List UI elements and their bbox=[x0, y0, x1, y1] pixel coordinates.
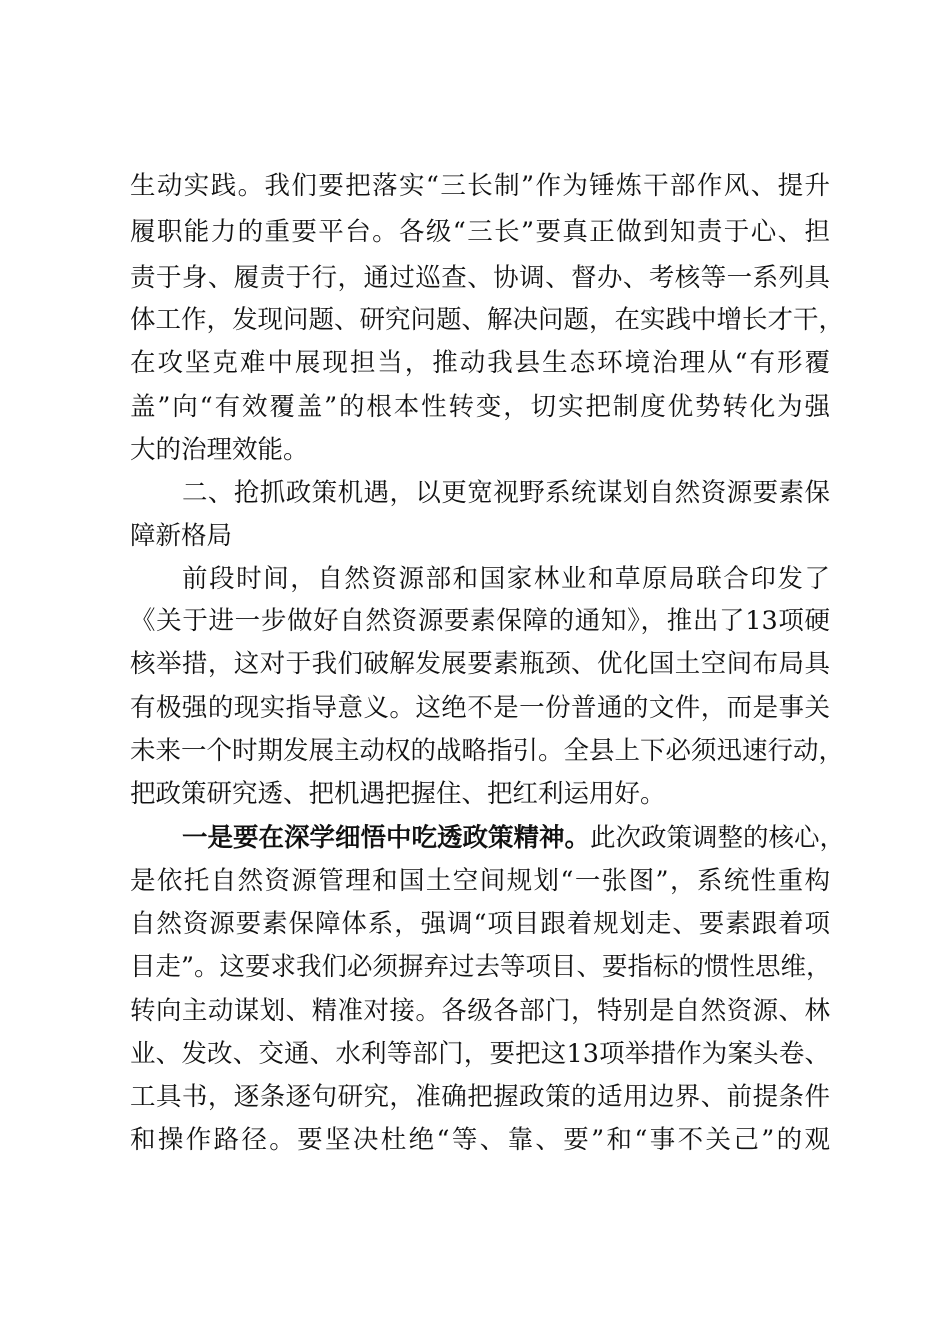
section-heading-line: 障新格局 bbox=[130, 521, 233, 551]
paragraph-line: 前段时间，自然资源部和国家林业和草原局联合印发了 bbox=[182, 564, 830, 594]
paragraph-line: 在攻坚克难中展现担当，推动我县生态环境治理从“有形覆 bbox=[130, 348, 830, 378]
paragraph-line: 责于身、履责于行，通过巡查、协调、督办、考核等一系列具 bbox=[130, 263, 830, 293]
paragraph-line: 业、发改、交通、水利等部门，要把这13项举措作为案头卷、 bbox=[130, 1039, 830, 1069]
paragraph-line: 核举措，这对于我们破解发展要素瓶颈、优化国土空间布局具 bbox=[130, 649, 830, 679]
paragraph-line: 有极强的现实指导意义。这绝不是一份普通的文件，而是事关 bbox=[130, 693, 830, 723]
paragraph-line: 未来一个时期发展主动权的战略指引。全县上下必须迅速行动， bbox=[130, 736, 845, 766]
paragraph-line: 把政策研究透、把机遇把握住、把红利运用好。 bbox=[130, 779, 666, 809]
paragraph-line: 自然资源要素保障体系，强调“项目跟着规划走、要素跟着项 bbox=[130, 909, 830, 939]
section-heading-line: 二、抢抓政策机遇，以更宽视野系统谋划自然资源要素保 bbox=[182, 478, 830, 508]
paragraph-line: 是依托自然资源管理和国土空间规划“一张图”，系统性重构 bbox=[130, 866, 830, 896]
paragraph-line: 和操作路径。要坚决杜绝“等、靠、要”和“事不关己”的观 bbox=[130, 1125, 830, 1155]
paragraph-line: 《关于进一步做好自然资源要素保障的通知》，推出了13项硬 bbox=[130, 606, 830, 636]
paragraph-line bbox=[182, 815, 846, 861]
paragraph-line: 履职能力的重要平台。各级“三长”要真正做到知责于心、担 bbox=[130, 217, 830, 247]
paragraph-line: 生动实践。我们要把落实“三长制”作为锤炼干部作风、提升 bbox=[130, 171, 830, 201]
paragraph-line: 目走”。这要求我们必须摒弃过去等项目、要指标的惯性思维， bbox=[130, 952, 832, 982]
paragraph-line: 盖”向“有效覆盖”的根本性转变，切实把制度优势转化为强 bbox=[130, 392, 830, 422]
paragraph-line: 体工作，发现问题、研究问题、解决问题，在实践中增长才干， bbox=[130, 305, 845, 335]
paragraph-line: 转向主动谋划、精准对接。各级各部门，特别是自然资源、林 bbox=[130, 996, 830, 1026]
paragraph-line-text: 此次政策调整的核心， bbox=[590, 823, 846, 853]
bold-lead-phrase: 一是要在深学细悟中吃透政策精神。 bbox=[182, 823, 591, 853]
paragraph-line: 大的治理效能。 bbox=[130, 435, 309, 465]
paragraph-line: 工具书，逐条逐句研究，准确把握政策的适用边界、前提条件 bbox=[130, 1082, 830, 1112]
